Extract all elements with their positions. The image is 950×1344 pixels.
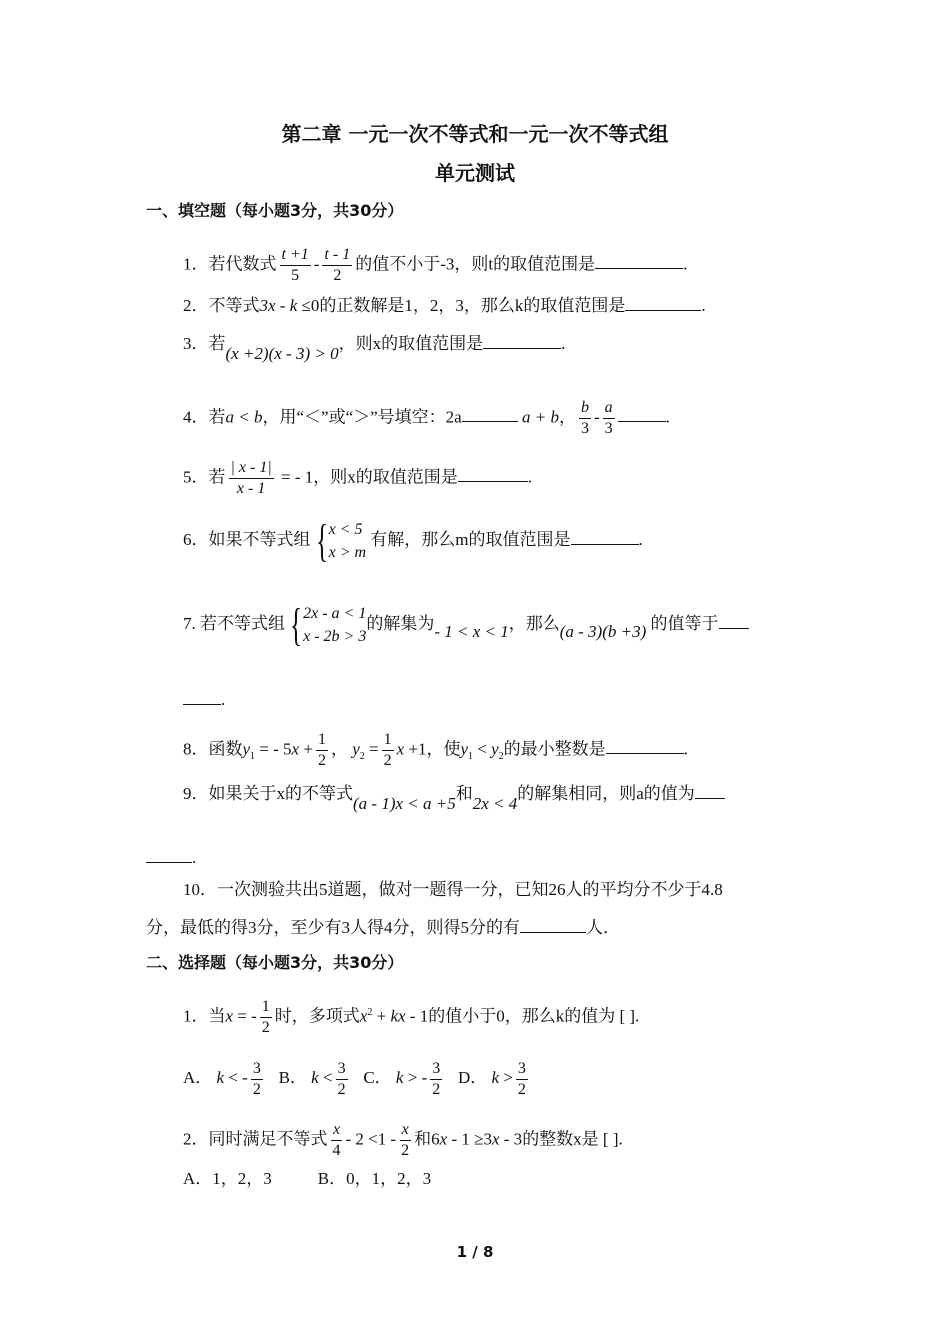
q3-text: 3．若 [183,334,226,353]
answer-blank [483,332,561,349]
fraction: $\frac{x}{4}$ [332,1121,341,1159]
answer-blank [695,782,725,799]
question-10-line-1: 10．一次测验共出5道题，做对一题得一分，已知26人的平均分不少于4.8 [183,880,723,899]
answer-blank [595,252,683,269]
q8-text: 8．函数 [183,739,243,759]
q10-tail: 人． [586,918,620,937]
page-subtitle: 单元测试 [435,161,515,185]
q7-text-4: 的值等于 [650,613,719,633]
fraction: $\frac{t - 1}{2}$ [324,246,351,284]
question-3: 3．若(x +2)(x - 3) > 0，则x的取值范围是 . [183,334,566,363]
question-1: 1．若代数式 $\frac{t +1}{5}$ - $\frac{t - 1}{2}$ 的值不小于-3，则t的取值范围是 . [183,246,688,284]
q9-text: 9．如果关于x的不等式 [183,784,353,803]
q9-text-2: 和 [455,784,473,803]
q4-text: 4．若 [183,407,226,427]
question-7: 7. 若不等式组 { 2x - a < 1 x - 2b > 3 的解集为- 1 < x < 1，那么(a - 3)(b +3) 的值等于 [183,602,749,648]
inequality-system: { 2x - a < 1 x - 2b > 3 [289,599,367,650]
answer-blank [458,465,528,482]
answer-blank [146,846,192,863]
q1-text: 1．若代数式 [183,254,277,274]
fraction: $\frac{1}{2}$ [383,731,392,769]
q8-text-3: 的最小整数是 [503,739,606,759]
fraction: $\frac{3}{2}$ [252,1060,261,1098]
fraction: $\frac{1}{2}$ [317,731,326,769]
q7-text-2: 的解集为 [366,613,435,633]
option-b-label: B． [278,1068,307,1088]
answer-blank [719,612,749,629]
q6-text: 6．如果不等式组 [183,529,311,549]
fraction: $\frac{| x - 1|}{x - 1}$ [230,459,272,497]
choice-question-1: 1．当x = - $\frac{1}{2}$ 时，多项式$x^2$ + kx - 1的值小于0，那么k的值为 [ ]. [183,998,640,1036]
q2-text: 2．不等式 [183,296,260,315]
question-2: 2．不等式3x - k ≤0的正数解是1，2，3，那么k的取值范围是 . [183,296,706,315]
question-5: 5．若 $\frac{| x - 1|}{x - 1}$ = - 1，则x的取值范围是 . [183,459,532,497]
option-d[interactable]: D． k > $\frac{3}{2}$ [457,1060,526,1098]
choice-question-1-options [183,1059,531,1100]
answer-blank [183,688,221,705]
option-b[interactable]: B． k < $\frac{3}{2}$ [278,1060,346,1098]
section-heading-choice: 二、选择题（每小题3分，共30分） [146,953,404,972]
q5-text-2: ，则x的取值范围是 [313,467,458,487]
q2-text-2: 的正数解是1，2，3，那么k的取值范围是 [319,296,626,315]
q10-text: 分，最低的得3分，至少有3人得4分，则得5分的有 [146,918,520,937]
c1-text-3: 的值小于0，那么k的值为 [ ]. [428,1006,640,1026]
answer-blank [606,737,684,754]
c1-text-2: 时，多项式 [274,1006,360,1026]
option-a[interactable]: A．1，2，3 [183,1169,272,1188]
fraction: $\frac{3}{2}$ [337,1060,346,1098]
q7-text-3: ，那么 [508,613,560,633]
answer-blank [462,405,518,422]
page-title: 第二章 一元一次不等式和一元一次不等式组 [281,122,669,146]
option-c-label: C． [363,1068,392,1088]
q3-text-2: ，则x的取值范围是 [338,334,484,353]
option-a-label: A． [183,1068,213,1088]
question-9-continued: . [146,846,196,869]
q7-text: 7. 若不等式组 [183,613,285,633]
option-b[interactable]: B．0，1，2，3 [317,1169,432,1188]
option-c[interactable]: C． k > - $\frac{3}{2}$ [363,1060,441,1098]
q6-text-2: 有解，那么m的取值范围是 [370,529,571,549]
question-9: 9．如果关于x的不等式(a - 1)x < a +5和2x < 4的解集相同，则a的值为 [183,782,725,805]
inequality-system: { x < 5 x > m [315,515,367,566]
c2-text-2: 和 [414,1129,432,1149]
q8-text-2: ，使 [426,739,461,759]
answer-blank [618,405,666,422]
option-a[interactable]: A． k < - $\frac{3}{2}$ [183,1060,261,1098]
choice-question-2-options [183,1168,431,1190]
question-6: 6．如果不等式组 { x < 5 x > m 有解，那么m的取值范围是 . [183,515,643,566]
fraction: $\frac{x}{2}$ [401,1121,410,1159]
q1-text-2: 的值不小于-3，则t的取值范围是 [355,254,596,274]
answer-blank [625,294,701,311]
q9-text-3: 的解集相同，则a的值为 [517,784,695,803]
fraction: $\frac{b}{3}$ [580,399,589,437]
c2-text-3: 的整数x是 [ ]. [522,1129,623,1149]
fraction: $\frac{3}{2}$ [517,1060,526,1098]
question-4: 4．若a < b，用“＜”或“＞”号填空：2a a + b， $\frac{b}{3}$ - $\frac{a}{3}$ . [183,399,670,437]
fraction: $\frac{a}{3}$ [604,399,613,437]
answer-blank [571,528,639,545]
choice-question-2: 2．同时满足不等式 $\frac{x}{4}$ - 2 <1 - $\frac{x}{2}$ 和6x - 1 ≥3x - 3的整数x是 [ ]. [183,1121,623,1159]
fraction: $\frac{3}{2}$ [432,1060,441,1098]
answer-blank [520,916,586,933]
c1-text: 1．当 [183,1006,226,1026]
fraction: $\frac{t +1}{5}$ [281,246,309,284]
question-7-continued: . [183,688,225,711]
q4-text-2: ，用“＜”或“＞”号填空：2a [262,407,462,427]
question-10-line-2 [146,916,620,939]
question-8: 8．函数$y_1$ = - 5x + $\frac{1}{2}$ ， $y_2$ = $\frac{1}{2}$ x +1，使$y_1 < y_2$的最小整数是 . [183,731,688,769]
q5-text: 5．若 [183,467,226,487]
fraction: $\frac{1}{2}$ [261,998,270,1036]
page-number: 1 / 8 [456,1243,494,1261]
c2-text: 2．同时满足不等式 [183,1129,328,1149]
section-heading-fill-in: 一、填空题（每小题3分，共30分） [146,201,404,220]
option-d-label: D． [457,1068,488,1088]
